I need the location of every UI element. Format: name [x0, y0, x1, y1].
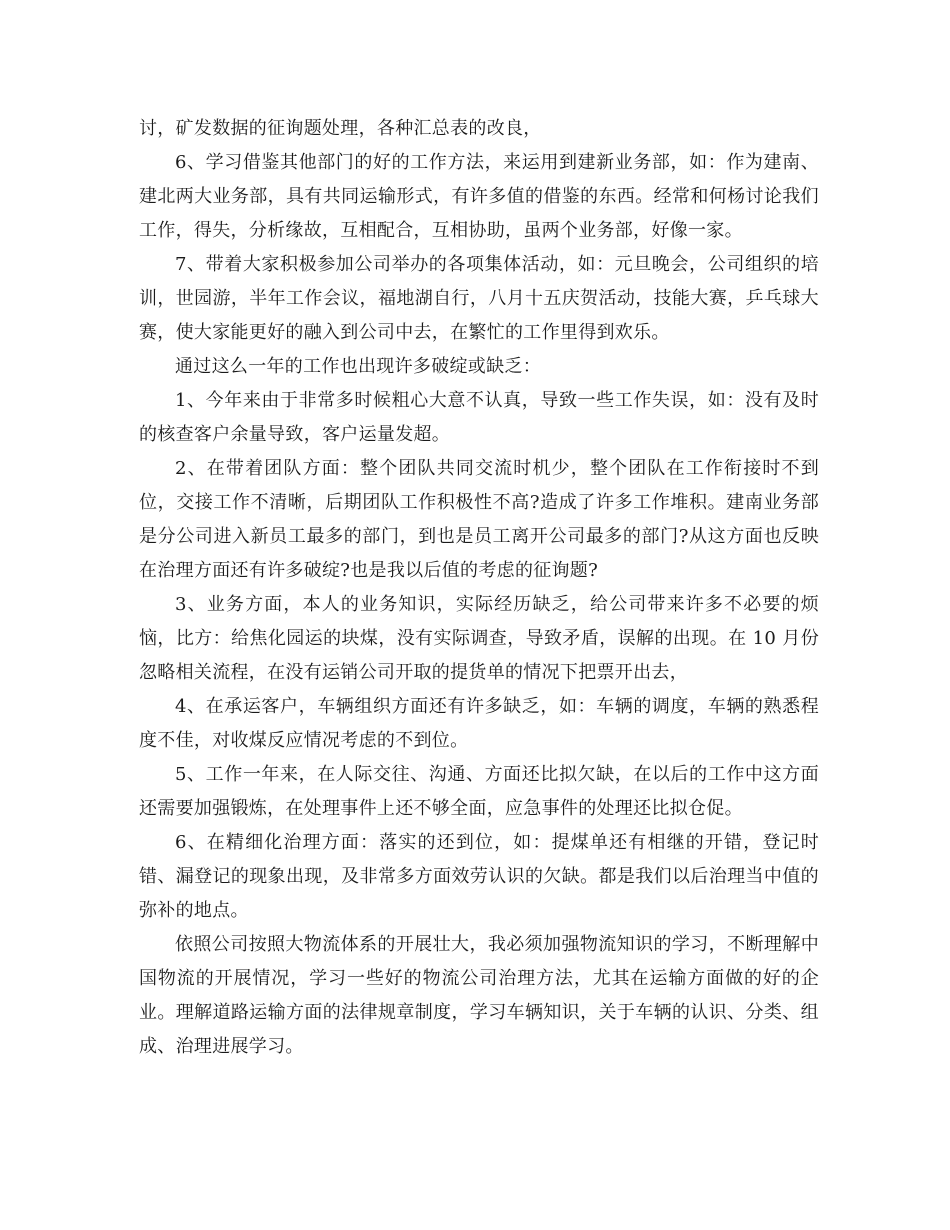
paragraph-continuation: 讨，矿发数据的征询题处理，各种汇总表的改良，: [139, 118, 542, 139]
paragraph-shortcoming-6: 6、在精细化治理方面：落实的还到位，如：提煤单还有相继的开错，登记时错、漏登记的现象出现，及非常多方面效劳认识的欠缺。都是我们以后治理当中值的弥补的地点。: [139, 832, 819, 921]
paragraph-shortcoming-1: 1、今年来由于非常多时候粗心大意不认真，导致一些工作失误，如：没有及时的核查客户余量导致，客户运量发超。: [139, 390, 819, 445]
paragraph-future-plan: 依照公司按照大物流体系的开展壮大，我必须加强物流知识的学习，不断理解中国物流的开展情况，学习一些好的物流公司治理方法，尤其在运输方面做的好的企业。理解道路运输方面的法律规章制度，学习车辆知识，关于车辆的认识、分类、组成、治理进展学习。: [139, 934, 819, 1057]
paragraph-shortcoming-2: 2、在带着团队方面：整个团队共同交流时机少，整个团队在工作衔接时不到位，交接工作不清晰，后期团队工作积极性不高?造成了许多工作堆积。建南业务部是分公司进入新员工最多的部门，到也是员工离开公司最多的部门?从这方面也反映在治理方面还有许多破绽?也是我以后值的考虑的征询题?: [139, 458, 819, 581]
paragraph-item-6-learning: 6、学习借鉴其他部门的好的工作方法，来运用到建新业务部，如：作为建南、建北两大业务部，具有共同运输形式，有许多值的借鉴的东西。经常和何杨讨论我们工作，得失，分析缘故，互相配合，互相协助，虽两个业务部，好像一家。: [139, 152, 819, 241]
document-body: [139, 112, 819, 1064]
paragraph-shortcoming-5: 5、工作一年来，在人际交往、沟通、方面还比拟欠缺，在以后的工作中这方面还需要加强锻炼，在处理事件上还不够全面，应急事件的处理还比拟仓促。: [139, 764, 819, 819]
paragraph-shortcoming-3: 3、业务方面，本人的业务知识，实际经历缺乏，给公司带来许多不必要的烦恼，比方：给焦化园运的块煤，没有实际调查，导致矛盾，误解的出现。在 10 月份忽略相关流程，在没有运销公司开取的提货单的情况下把票开出去，: [139, 594, 819, 683]
paragraph-shortcomings-intro: 通过这么一年的工作也出现许多破绽或缺乏：: [175, 356, 541, 377]
paragraph-item-7-activities: 7、带着大家积极参加公司举办的各项集体活动，如：元旦晚会，公司组织的培训，世园游，半年工作会议，福地湖自行，八月十五庆贺活动，技能大赛，乒乓球大赛，使大家能更好的融入到公司中去，在繁忙的工作里得到欢乐。: [139, 254, 819, 343]
paragraph-shortcoming-4: 4、在承运客户，车辆组织方面还有许多缺乏，如：车辆的调度，车辆的熟悉程度不佳，对收煤反应情况考虑的不到位。: [139, 696, 819, 751]
